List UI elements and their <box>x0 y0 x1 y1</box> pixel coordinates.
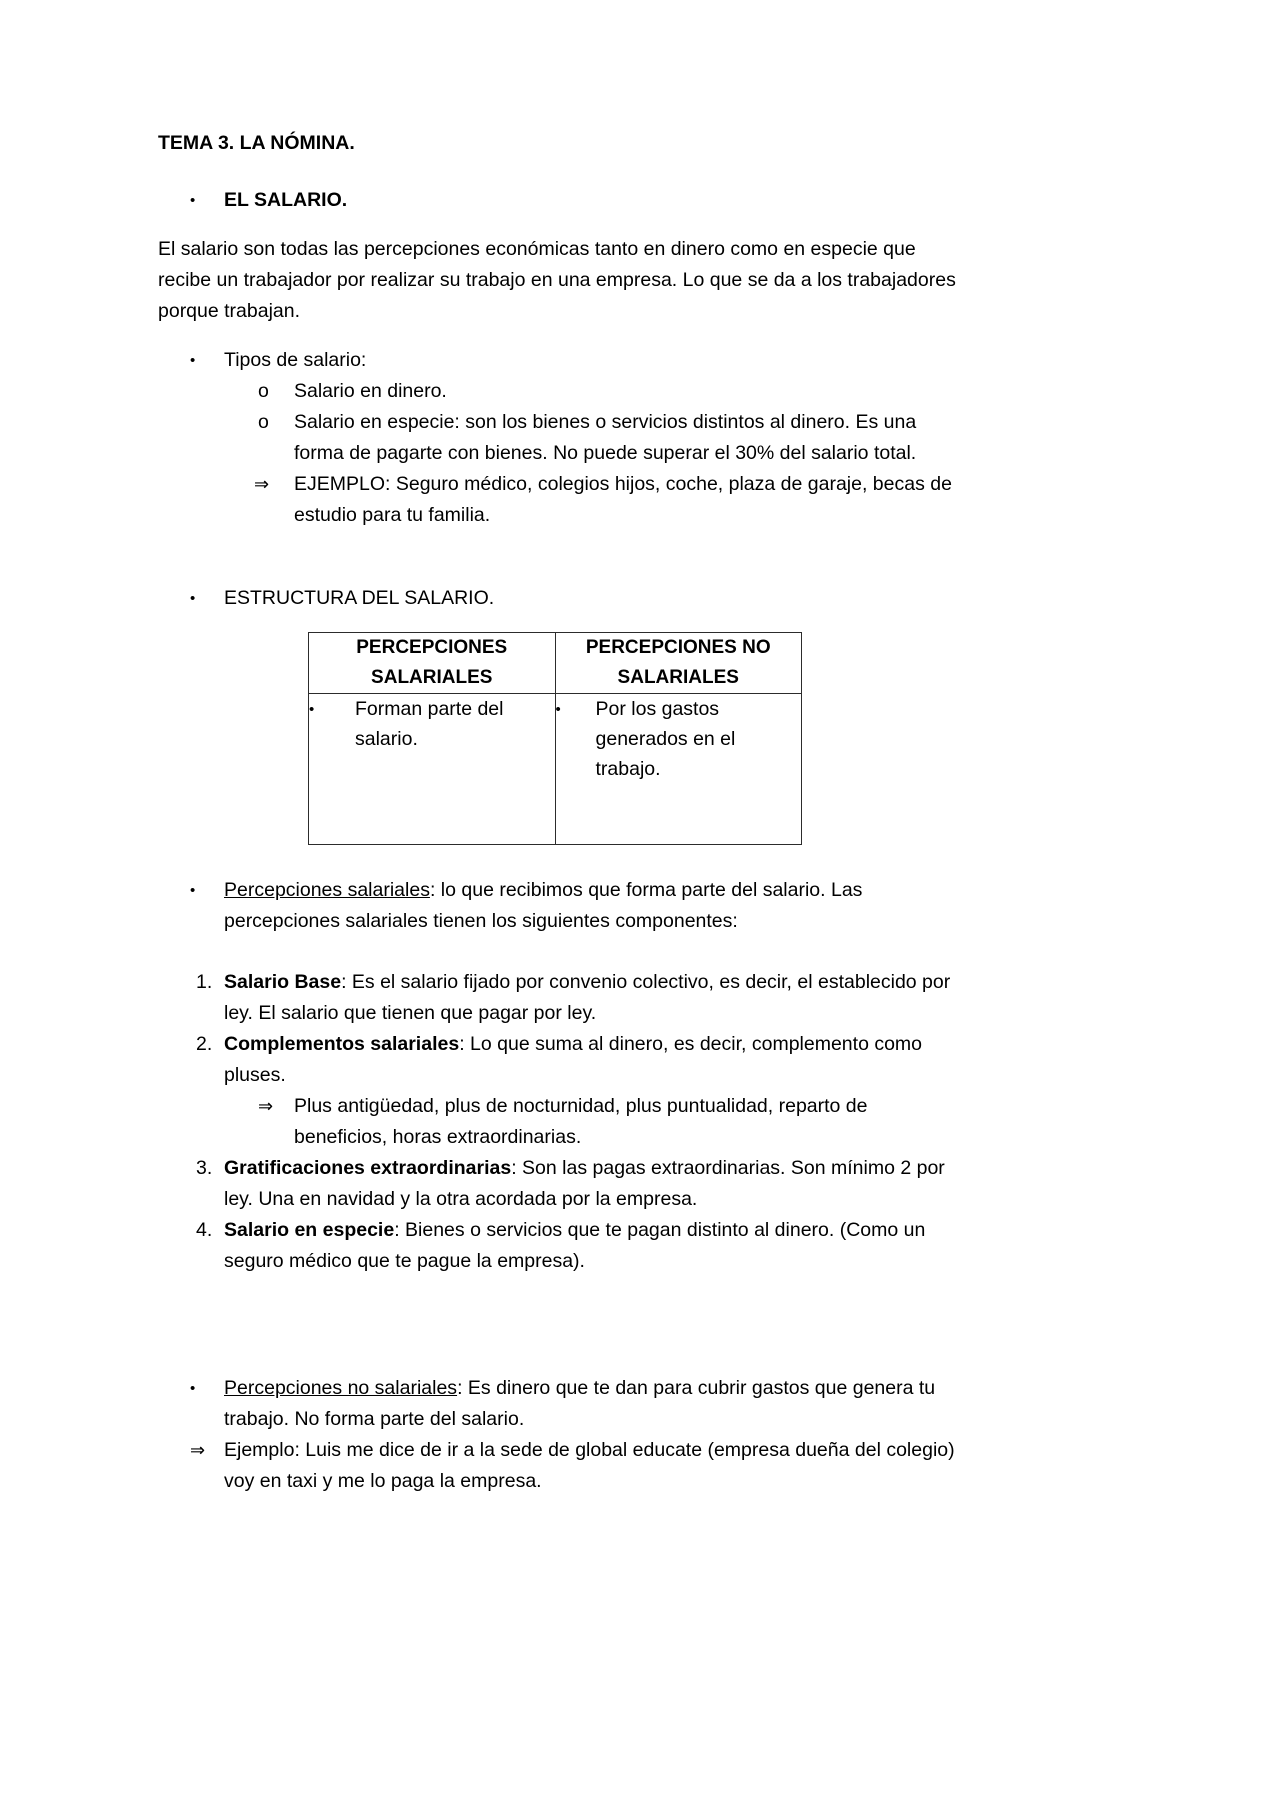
text-salario-en-dinero: Salario en dinero. <box>294 380 447 402</box>
list-item <box>556 694 802 784</box>
text-complementos-ejemplos: Plus antigüedad, plus de nocturnidad, plus puntualidad, reparto de beneficios, horas extraordinarias. <box>294 1095 868 1148</box>
list-item-percepciones-salariales <box>190 875 958 937</box>
table-row <box>309 694 802 845</box>
bullet-icon: • <box>555 701 561 718</box>
document-content <box>158 128 958 1497</box>
list-item-salario-en-especie-num <box>196 1215 958 1277</box>
table-header-percepciones-no-salariales: PERCEPCIONES NO SALARIALES <box>555 633 802 694</box>
table-header-row <box>309 633 802 694</box>
list-number: 2. <box>196 1033 213 1055</box>
list-item-salario-en-dinero <box>258 376 958 407</box>
term-complementos-salariales: Complementos salariales <box>224 1033 460 1055</box>
text-percepciones-salariales-lead <box>224 875 958 937</box>
bullet-icon: • <box>190 882 196 899</box>
list-item-salario-base <box>196 967 958 1029</box>
spacer <box>158 327 958 345</box>
list-number: 4. <box>196 1219 213 1241</box>
spacer <box>158 845 958 875</box>
list-item-salario-en-especie <box>258 407 958 469</box>
text-complementos-salariales: : Lo que suma al dinero, es decir, complemento como pluses. <box>224 1033 923 1086</box>
bullet-icon: • <box>309 701 315 718</box>
text-salario-base: : Es el salario fijado por convenio colectivo, es decir, el establecido por ley. El salario que tienen que pagar por ley. <box>224 971 951 1024</box>
list-item <box>309 694 555 754</box>
spacer <box>158 937 958 967</box>
estructura-salario-table <box>308 632 802 845</box>
table-cell-percepciones-salariales <box>309 694 556 845</box>
double-arrow-icon: ⇒ <box>254 474 270 494</box>
double-arrow-icon: ⇒ <box>190 1440 206 1460</box>
term-salario-base: Salario Base <box>224 971 342 993</box>
list-item-ejemplo-no-salariales <box>190 1435 958 1497</box>
label-tipos-de-salario: Tipos de salario: <box>224 349 367 371</box>
list-item-tipos-de-salario <box>190 345 958 376</box>
list-item-percepciones-no-salariales <box>190 1373 958 1435</box>
text-ejemplo-no-salariales: Ejemplo: Luis me dice de ir a la sede de global educate (empresa dueña del colegio) voy en taxi y me lo paga la empresa. <box>224 1439 955 1492</box>
text-percepciones-salariales-rest: : lo que recibimos que forma parte del salario. Las percepciones salariales tienen los siguientes componentes: <box>224 879 863 932</box>
spacer <box>158 614 958 632</box>
underlined-term-percepciones-no-salariales: Percepciones no salariales <box>224 1377 458 1399</box>
list-item-complementos-ejemplos <box>258 1091 958 1153</box>
text-percepciones-no-salariales-rest: : Es dinero que te dan para cubrir gastos que genera tu trabajo. No forma parte del salario. <box>224 1377 936 1430</box>
bullet-icon: • <box>190 590 196 607</box>
list-item-ejemplo-salario-especie <box>254 469 958 531</box>
circle-marker-icon: o <box>258 411 269 433</box>
paragraph-definicion-salario: El salario son todas las percepciones económicas tanto en dinero como en especie que recibe un trabajador por realizar su trabajo en una empresa. Lo que se da a los trabajadores porque trabajan. <box>158 238 956 322</box>
list-number: 1. <box>196 971 213 993</box>
bullet-icon: • <box>190 1380 196 1397</box>
spacer <box>158 531 958 583</box>
text-gratificaciones-extraordinarias: : Son las pagas extraordinarias. Son mínimo 2 por ley. Una en navidad y la otra acordada por la empresa. <box>224 1157 945 1210</box>
list-item-el-salario <box>190 185 958 216</box>
term-salario-en-especie: Salario en especie <box>224 1219 395 1241</box>
table-cell-text: Forman parte del salario. <box>355 698 504 750</box>
table-cell-percepciones-no-salariales <box>555 694 802 845</box>
spacer <box>158 216 958 234</box>
circle-marker-icon: o <box>258 380 269 402</box>
list-item-complementos-salariales <box>196 1029 958 1091</box>
term-gratificaciones-extraordinarias: Gratificaciones extraordinarias <box>224 1157 512 1179</box>
list-number: 3. <box>196 1157 213 1179</box>
text-salario-en-especie-num: : Bienes o servicios que te pagan distinto al dinero. (Como un seguro médico que te pague la empresa). <box>224 1219 926 1272</box>
spacer <box>158 1277 958 1373</box>
underlined-term-percepciones-salariales: Percepciones salariales <box>224 879 430 901</box>
list-item-estructura-del-salario <box>190 583 958 614</box>
page-title: TEMA 3. LA NÓMINA. <box>158 132 355 154</box>
double-arrow-icon: ⇒ <box>258 1096 274 1116</box>
text-salario-en-especie: Salario en especie: son los bienes o servicios distintos al dinero. Es una forma de pagarte con bienes. No puede superar el 30% del salario total. <box>294 411 917 464</box>
heading-estructura-del-salario: ESTRUCTURA DEL SALARIO. <box>224 587 495 609</box>
bullet-icon: • <box>190 192 196 209</box>
heading-el-salario: EL SALARIO. <box>224 189 348 211</box>
estructura-table-wrapper <box>308 632 802 845</box>
table-cell-text: Por los gastos generados en el trabajo. <box>595 698 736 780</box>
table-header-percepciones-salariales: PERCEPCIONES SALARIALES <box>309 633 556 694</box>
bullet-icon: • <box>190 352 196 369</box>
list-item-gratificaciones-extraordinarias <box>196 1153 958 1215</box>
text-ejemplo-salario-especie: EJEMPLO: Seguro médico, colegios hijos, coche, plaza de garaje, becas de estudio para tu familia. <box>294 473 952 526</box>
